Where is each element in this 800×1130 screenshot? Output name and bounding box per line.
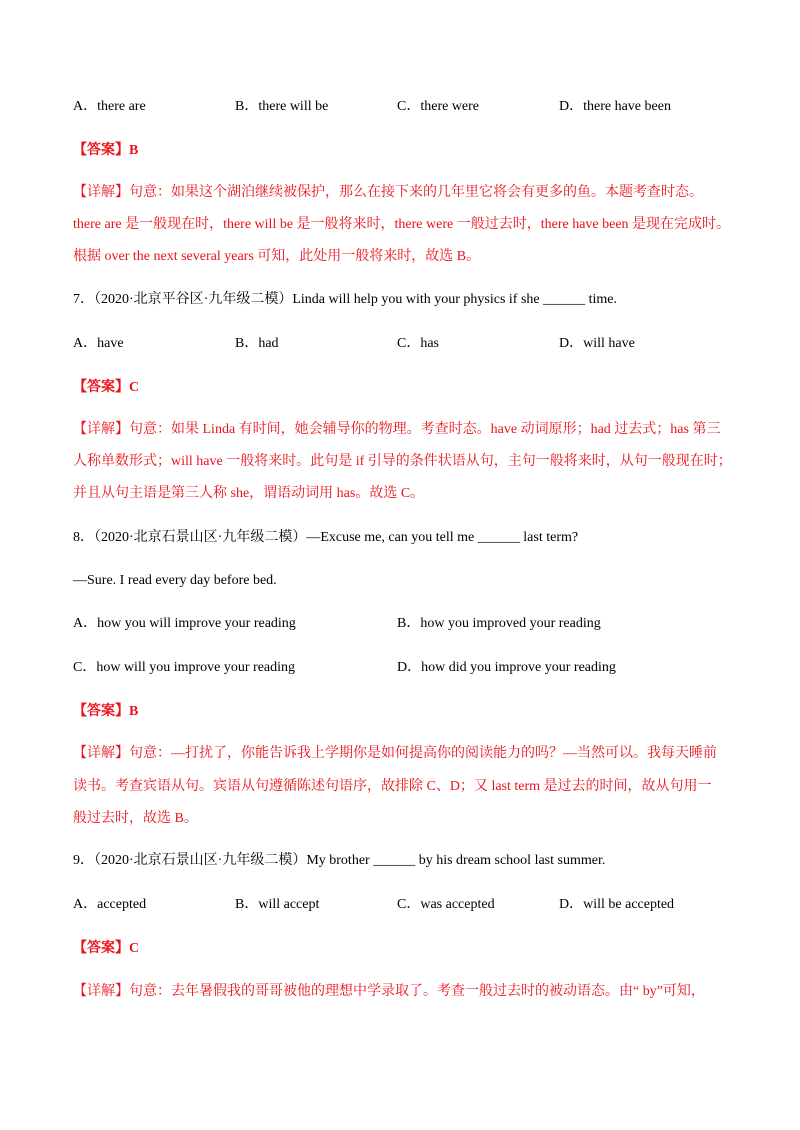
q8-stem-response: —Sure. I read every day before bed. [73,573,277,588]
q9-option-c: C．was accepted [397,897,495,912]
q9-answer: 【答案】C [73,941,140,956]
q6-detail-line-2: there are 是一般现在时，there will be 是一般将来时，there were 一般过去时，there have been 是现在完成时。 [73,217,731,232]
q8-option-b: B．how you improved your reading [397,616,601,631]
q7-options [73,334,733,354]
q8-option-d: D．how did you improve your reading [397,660,616,675]
q8-detail-line-1: 【详解】句意：—打扰了，你能告诉我上学期你是如何提高你的阅读能力的吗？—当然可以。我每天睡前 [73,746,717,761]
q7-detail-line-2: 人称单数形式；will have 一般将来时。此句是 if 引导的条件状语从句，主句一般将来时，从句一般现在时； [73,454,732,469]
q8-detail-line-3: 般过去时，故选 B。 [73,811,198,826]
q7-option-a: A．have [73,336,124,351]
q8-stem: 8．（2020·北京石景山区·九年级二模）—Excuse me, can you tell me ______ last term? [73,530,579,545]
q7-option-b: B．had [235,336,279,351]
q8-detail-line-2: 读书。考查宾语从句。宾语从句遵循陈述句语序，故排除 C、D；又 last term 是过去的时间，故从句用一 [73,779,712,794]
q7-stem: 7．（2020·北京平谷区·九年级二模）Linda will help you with your physics if she ______ time. [73,292,618,307]
q9-option-d: D．will be accepted [559,897,675,912]
q9-detail-line-1: 【详解】句意：去年暑假我的哥哥被他的理想中学录取了。考查一般过去时的被动语态。由“ by”可知， [73,984,705,999]
q7-detail-line-1: 【详解】句意：如果 Linda 有时间，她会辅导你的物理。考查时态。have 动词原形；had 过去式；has 第三 [73,422,721,437]
q7-option-d: D．will have [559,336,635,351]
q7-option-c: C．has [397,336,439,351]
q8-option-c: C．how will you improve your reading [73,660,296,675]
q6-option-d: D．there have been [559,99,671,114]
q8-answer: 【答案】B [73,704,139,719]
q7-detail-line-3: 并且从句主语是第三人称 she，谓语动词用 has。故选 C。 [73,486,425,501]
q6-answer: 【答案】B [73,143,139,158]
q6-detail-line-1: 【详解】句意：如果这个湖泊继续被保护，那么在接下来的几年里它将会有更多的鱼。本题考查时态。 [73,185,703,200]
q8-options-row-2 [73,658,733,678]
q9-option-a: A．accepted [73,897,147,912]
q6-detail-line-3: 根据 over the next several years 可知，此处用一般将来时，故选 B。 [73,249,481,264]
q8-options-row-1 [73,614,733,634]
q6-options [73,97,733,117]
q9-option-b: B．will accept [235,897,320,912]
q6-option-c: C．there were [397,99,480,114]
q9-options [73,895,733,915]
q6-option-a: A．there are [73,99,146,114]
q9-stem: 9．（2020·北京石景山区·九年级二模）My brother ______ by his dream school last summer. [73,853,606,868]
q6-option-b: B．there will be [235,99,329,114]
q7-answer: 【答案】C [73,380,140,395]
q8-option-a: A．how you will improve your reading [73,616,296,631]
